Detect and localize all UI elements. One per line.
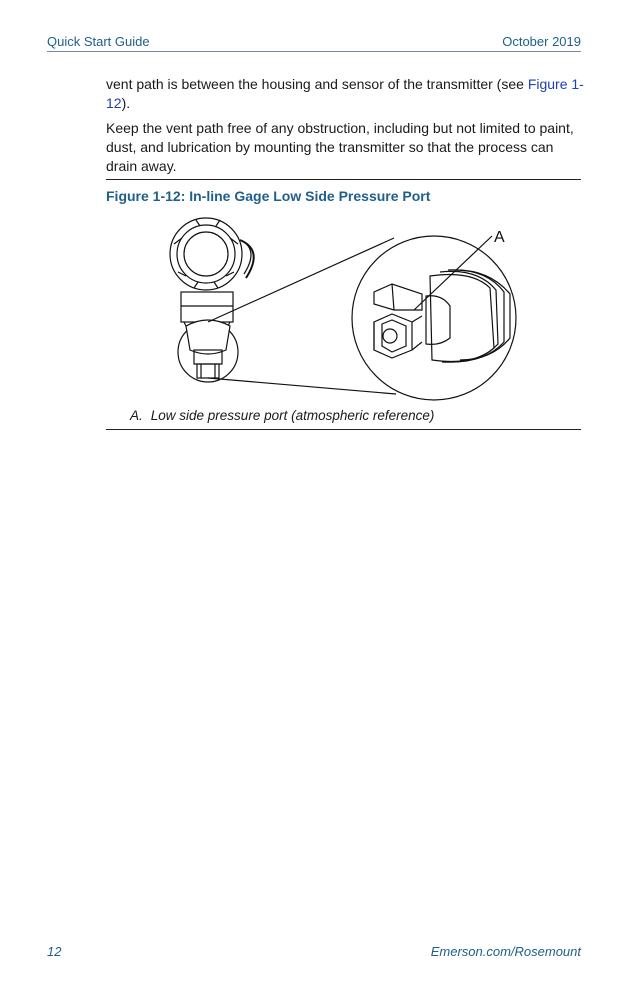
figure-bottom-rule — [106, 429, 581, 430]
transmitter-illustration — [160, 214, 520, 404]
header-date: October 2019 — [502, 34, 581, 49]
header-divider — [47, 51, 581, 52]
caption-key: A. — [130, 408, 143, 423]
figure-title: Figure 1-12: In-line Gage Low Side Pressure Port — [106, 188, 431, 204]
figure-top-rule — [106, 179, 581, 180]
figure-link[interactable]: Figure 1-12 — [106, 76, 584, 111]
page-number: 12 — [47, 944, 62, 959]
body-paragraph-2: Keep the vent path free of any obstruction, including but not limited to paint, dust, and lubrication by mounting the transmitter so that the process can drain away. — [106, 120, 574, 174]
body-paragraph-1 — [106, 75, 584, 113]
para1-text: vent path is between the housing and sensor of the transmitter (see — [106, 76, 528, 92]
figure-caption — [130, 408, 434, 423]
header-title: Quick Start Guide — [47, 34, 150, 49]
footer-website: Emerson.com/Rosemount — [430, 944, 581, 959]
callout-label: A — [494, 229, 505, 246]
para1-end: ). — [121, 95, 131, 111]
caption-text: Low side pressure port (atmospheric reference) — [150, 408, 435, 423]
